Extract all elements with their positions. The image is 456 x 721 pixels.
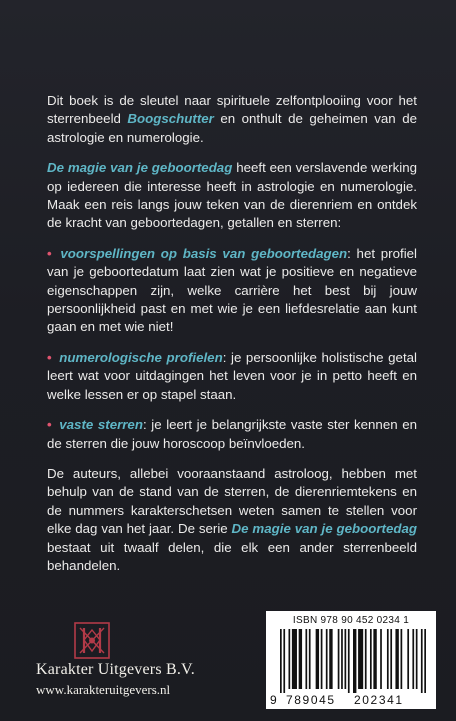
barcode-bar xyxy=(370,629,372,689)
barcode-bar xyxy=(401,629,403,689)
zodiac-sign-name: Boogschutter xyxy=(127,111,214,127)
bullet-term: vaste sterren xyxy=(59,417,143,433)
barcode-bar xyxy=(341,629,343,689)
barcode-bar xyxy=(292,629,297,689)
series-text: heeft een verslavende werking op iedereen die interesse heeft in astrologie en numerologie. Maak een reis langs jouw teken van de dierenriem en ontdek de kracht van geboortedagen, getallen en sterren: xyxy=(47,160,417,231)
publisher-name: Karakter Uitgevers B.V. xyxy=(36,661,195,678)
barcode-bar xyxy=(338,629,340,689)
bullet-term: voorspellingen op basis van geboortedagen xyxy=(60,245,348,261)
barcode-bar xyxy=(421,629,423,693)
ean-first-digit: 9 xyxy=(270,693,277,707)
series-title-inline: De magie van je geboortedag xyxy=(231,521,417,537)
barcode-bar xyxy=(387,629,389,689)
barcode-bar xyxy=(416,629,418,689)
bullet-text: : het profiel van je geboortedatum laat zien wat je positieve en negatieve eigenschappen zijn, welke carrière het best bij jouw persoonlijkheid past en met wie je een liefdesrelatie aan kunt gaan en met wie niet! xyxy=(47,245,417,335)
publisher-url: www.karakteruitgevers.nl xyxy=(36,682,171,697)
barcode-bar xyxy=(345,629,347,689)
bullet-item-numerology xyxy=(47,349,417,404)
ean-left-digits: 789045 xyxy=(286,693,336,707)
authors-paragraph xyxy=(47,465,417,575)
authors-text-2: bestaat uit twaalf delen, die elk een ander sterrenbeeld behandelen. xyxy=(47,539,417,573)
barcode-bar xyxy=(305,629,307,689)
series-title: De magie van je geboortedag xyxy=(47,160,233,176)
barcode-bar xyxy=(390,629,392,689)
bullet-text: : je persoonlijke holistische getal leert wat voor uitdagingen het leven voor je in petto heeft en welke lessen er op stapel staan. xyxy=(47,349,417,402)
barcode-bars xyxy=(280,629,426,693)
barcode-bar xyxy=(395,629,398,689)
bullet-text: : je leert je belangrijkste vaste ster kennen en de sterren die jouw horoscoop beïnvloeden. xyxy=(47,417,418,451)
barcode-bar xyxy=(424,629,426,693)
barcode-bar xyxy=(407,629,409,689)
barcode-bar xyxy=(321,629,323,689)
bullet-marker: • xyxy=(47,349,52,365)
karakter-monogram-logo-icon xyxy=(74,622,110,659)
barcode-bar xyxy=(412,629,414,689)
barcode-bar xyxy=(353,629,356,693)
bullet-item-predictions xyxy=(47,245,417,337)
barcode-bar xyxy=(365,629,367,689)
isbn-barcode xyxy=(266,611,436,709)
bullet-marker: • xyxy=(47,417,52,433)
barcode-bar xyxy=(348,629,350,693)
barcode-bar xyxy=(373,629,376,689)
barcode-bar xyxy=(326,629,328,689)
series-paragraph xyxy=(47,159,417,233)
intro-paragraph xyxy=(47,92,417,147)
bullet-item-fixed-stars xyxy=(47,416,417,453)
barcode-bar xyxy=(316,629,319,689)
barcode-bar xyxy=(380,629,382,689)
authors-text-1: De auteurs, allebei vooraanstaand astroloog, hebben met behulp van de stand van de sterren, de dierenriemtekens en de nummers karakterschetsen weten samen te stellen voor elke dag van het jaar. De serie xyxy=(47,465,417,537)
barcode-bar xyxy=(288,629,290,689)
blurb-text xyxy=(47,92,417,587)
barcode-bar xyxy=(299,629,302,689)
ean-right-digits: 202341 xyxy=(354,693,404,707)
intro-text-1: Dit boek is de sleutel naar spirituele zelfontplooiing voor het sterrenbeeld xyxy=(47,93,417,127)
barcode-bar xyxy=(358,629,363,689)
barcode-bar xyxy=(283,629,285,693)
barcode-bar xyxy=(329,629,332,689)
intro-text-2: en onthult de geheimen van de astrologie en numerologie. xyxy=(47,111,417,145)
isbn-label: ISBN 978 90 452 0234 1 xyxy=(292,615,410,626)
bullet-term: numerologische profielen xyxy=(59,349,223,365)
barcode-bar xyxy=(309,629,311,689)
barcode-bar xyxy=(280,629,282,693)
bullet-marker: • xyxy=(47,245,52,261)
